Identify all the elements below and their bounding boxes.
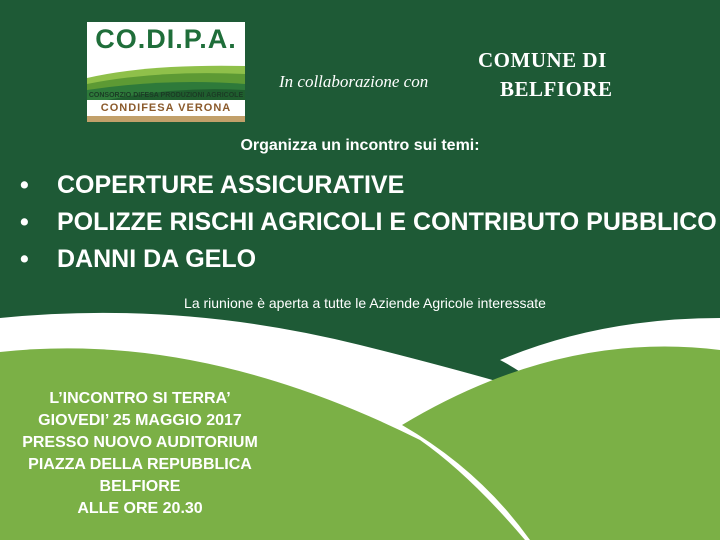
- topic-item: [20, 208, 717, 245]
- bullet-icon: •: [20, 171, 29, 199]
- comune-line-2: BELFIORE: [500, 77, 613, 101]
- codipa-logo: [87, 22, 245, 122]
- event-line: BELFIORE: [99, 478, 181, 495]
- comune-line-1: COMUNE DI: [478, 48, 607, 72]
- logo-band-bar: [87, 116, 245, 122]
- bullet-icon: •: [20, 245, 29, 273]
- event-line: L’INCONTRO SI TERRA’: [49, 390, 231, 407]
- event-line: PRESSO NUOVO AUDITORIUM: [22, 434, 258, 451]
- topic-text: DANNI DA GELO: [57, 245, 257, 273]
- logo-band: [87, 102, 245, 122]
- intro-heading: Organizza un incontro sui temi:: [240, 137, 480, 154]
- event-details: [0, 388, 280, 520]
- event-line: GIOVEDI’ 25 MAGGIO 2017: [38, 412, 242, 429]
- event-line: PIAZZA DELLA REPUBBLICA: [28, 456, 252, 473]
- topic-text: POLIZZE RISCHI AGRICOLI E CONTRIBUTO PUBBLICO: [57, 208, 717, 236]
- logo-subtitle: CONSORZIO DIFESA PRODUZIONI AGRICOLE: [88, 92, 244, 99]
- comune-title: [478, 46, 613, 104]
- logo-title: CO.DI.P.A.: [95, 24, 237, 54]
- topic-item: [20, 171, 717, 208]
- bullet-icon: •: [20, 208, 29, 236]
- logo-band-text: CONDIFESA VERONA: [100, 102, 232, 114]
- open-note: La riunione è aperta a tutte le Aziende Agricole interessate: [184, 295, 546, 311]
- topic-item: [20, 245, 717, 282]
- topic-text: COPERTURE ASSICURATIVE: [57, 171, 405, 199]
- topics-list: [20, 171, 717, 282]
- event-line: ALLE ORE 20.30: [77, 500, 203, 517]
- collaboration-text: In collaborazione con: [279, 72, 429, 91]
